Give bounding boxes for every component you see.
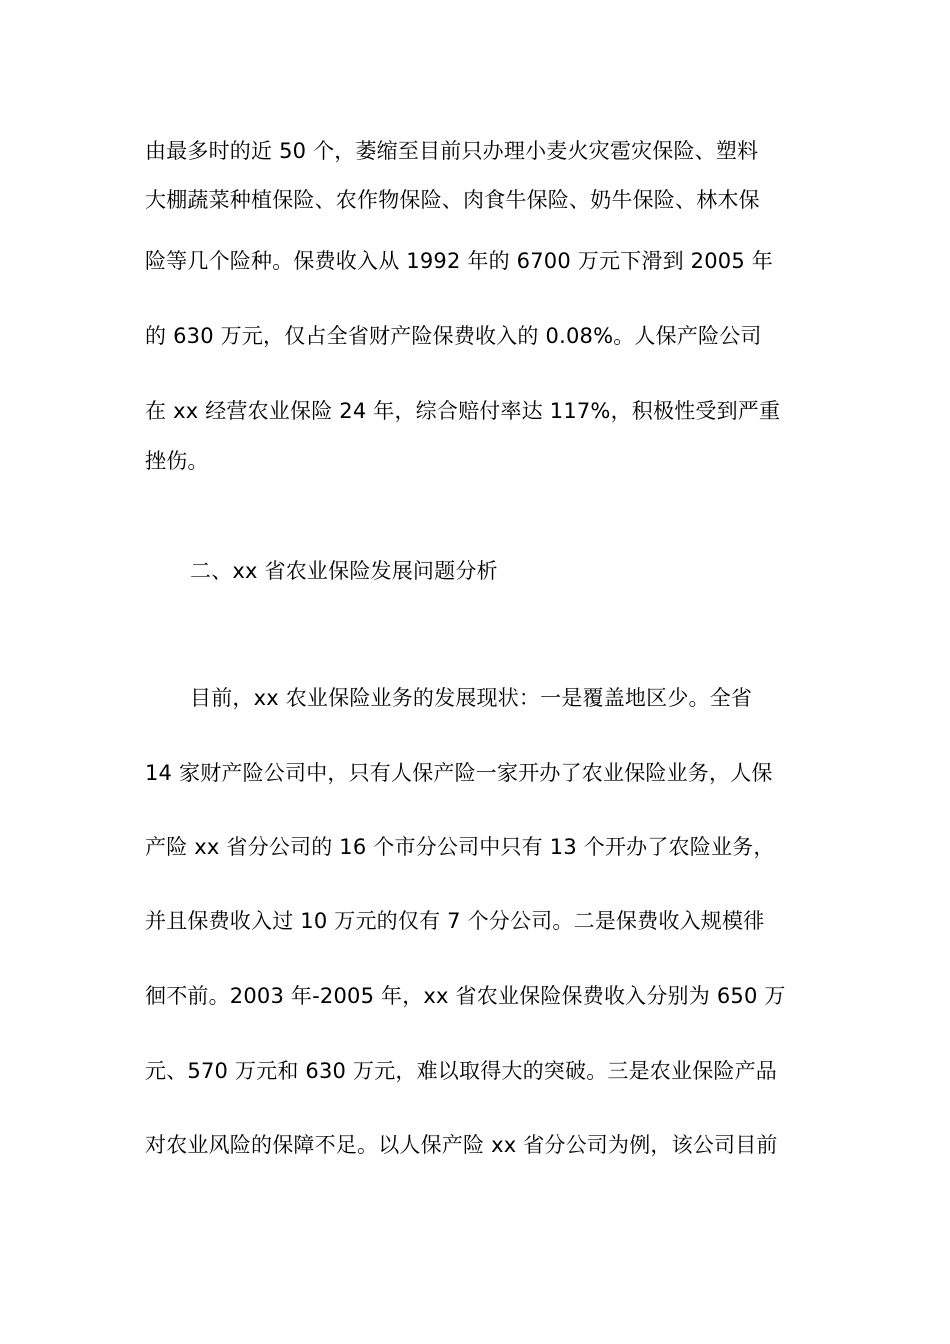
text-line: 并且保费收入过 10 万元的仅有 7 个分公司。二是保费收入规模徘 xyxy=(145,909,765,933)
text-line: 的 630 万元，仅占全省财产险保费收入的 0.08%。人保产险公司 xyxy=(145,324,762,348)
text-line: 大棚蔬菜种植保险、农作物保险、肉食牛保险、奶牛保险、林木保 xyxy=(145,188,760,212)
text-line: 险等几个险种。保费收入从 1992 年的 6700 万元下滑到 2005 年 xyxy=(145,249,773,273)
text-line: 元、570 万元和 630 万元，难以取得大的突破。三是农业保险产品 xyxy=(145,1059,777,1083)
section-heading: 二、xx 省农业保险发展问题分析 xyxy=(190,559,498,583)
text-line: 14 家财产险公司中，只有人保产险一家开办了农业保险业务，人保 xyxy=(145,761,773,785)
text-line: 目前，xx 农业保险业务的发展现状：一是覆盖地区少。全省 xyxy=(190,686,753,710)
text-line: 产险 xx 省分公司的 16 个市分公司中只有 13 个开办了农险业务， xyxy=(145,835,775,859)
text-line: 在 xx 经营农业保险 24 年，综合赔付率达 117%，积极性受到严重 xyxy=(145,399,781,423)
text-line: 挫伤。 xyxy=(145,449,209,473)
text-line: 徊不前。2003 年-2005 年，xx 省农业保险保费收入分别为 650 万 xyxy=(145,984,786,1008)
text-line: 由最多时的近 50 个，萎缩至目前只办理小麦火灾雹灾保险、塑料 xyxy=(145,139,759,163)
text-line: 对农业风险的保障不足。以人保产险 xx 省分公司为例，该公司目前 xyxy=(145,1133,778,1157)
